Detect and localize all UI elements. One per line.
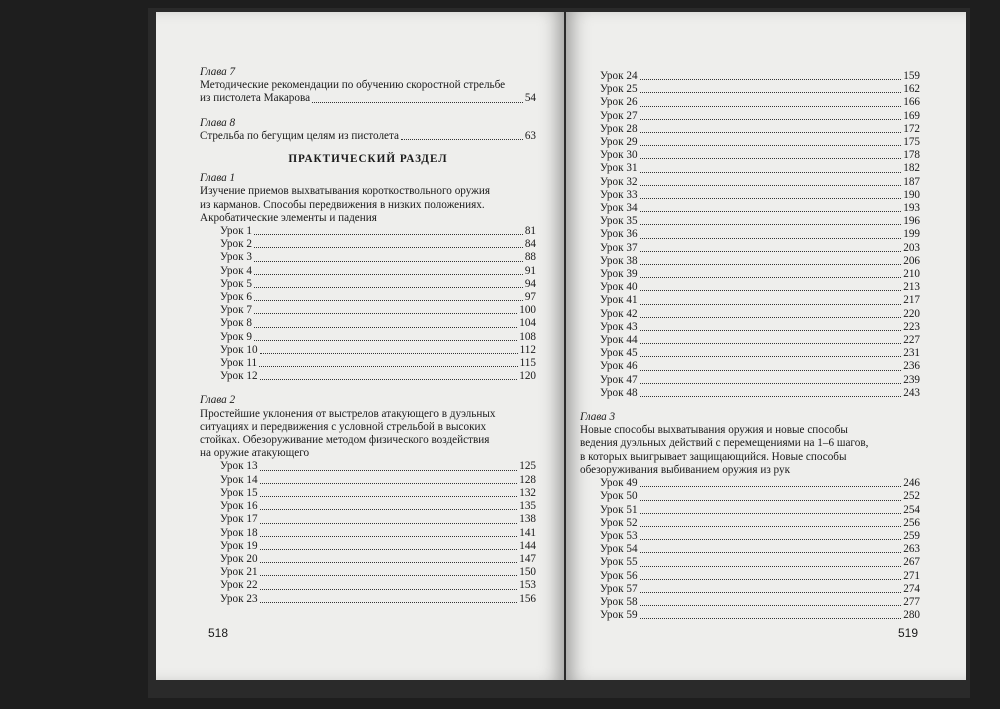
dot-leader: [640, 290, 902, 291]
lesson-entry: [200, 540, 536, 553]
lesson-page: 246: [903, 477, 920, 490]
lesson-entry: [580, 609, 920, 622]
lesson-page: 206: [903, 254, 920, 267]
lesson-page: 125: [519, 460, 536, 473]
dot-leader: [640, 317, 902, 318]
lesson-label: Урок 59: [600, 609, 638, 622]
lesson-entry: [580, 490, 920, 503]
lesson-label: Урок 36: [600, 228, 638, 241]
lesson-label: Урок 32: [600, 175, 638, 188]
lesson-label: Урок 46: [600, 360, 638, 373]
dot-leader: [640, 304, 902, 305]
title-line: стойках. Обезоруживание методом физического воздействия: [200, 434, 490, 447]
lesson-entry: [580, 176, 920, 189]
lesson-page: 199: [903, 228, 920, 241]
lesson-page: 175: [903, 136, 920, 149]
lesson-label: Урок 26: [600, 96, 638, 109]
dot-leader: [640, 238, 902, 239]
chapter-7-label: Глава 7: [200, 66, 236, 78]
lesson-entry: [200, 357, 536, 370]
chapter-3-title: [580, 424, 920, 477]
lesson-entry: [200, 238, 536, 251]
lesson-entry: [580, 242, 920, 255]
chapter-2-title: [200, 408, 536, 461]
chapter-1-title: [200, 185, 536, 225]
chapter-7-title-line-2: из пистолета Макарова: [200, 92, 311, 105]
lesson-page: 81: [524, 225, 536, 238]
lesson-page: 274: [903, 582, 920, 595]
dot-leader: [640, 224, 902, 225]
lesson-entry: [580, 96, 920, 109]
lesson-entry: [580, 347, 920, 360]
lesson-label: Урок 40: [600, 281, 638, 294]
lesson-label: Урок 48: [600, 386, 638, 399]
lesson-label: Урок 33: [600, 188, 638, 201]
lesson-entry: [580, 255, 920, 268]
dot-leader: [640, 513, 902, 514]
lesson-label: Урок 51: [600, 503, 638, 516]
lesson-entry: [580, 215, 920, 228]
lesson-page: 91: [524, 264, 536, 277]
dot-leader: [260, 602, 518, 603]
lesson-page: 220: [903, 307, 920, 320]
lesson-page: 217: [903, 294, 920, 307]
lesson-entry: [200, 317, 536, 330]
lesson-entry: [580, 294, 920, 307]
lesson-entry: [580, 570, 920, 583]
lesson-page: 252: [903, 490, 920, 503]
lesson-entry: [200, 304, 536, 317]
chapter-8-label: Глава 8: [200, 116, 236, 129]
lesson-page: 203: [903, 241, 920, 254]
dot-leader: [640, 79, 902, 80]
dot-leader: [640, 500, 902, 501]
title-line: на оружие атакующего: [200, 447, 310, 460]
dot-leader: [640, 526, 902, 527]
lesson-label: Урок 3: [220, 251, 252, 264]
dot-leader: [260, 562, 518, 563]
lesson-entry: [580, 83, 920, 96]
lesson-page: 213: [903, 281, 920, 294]
lesson-label: Урок 19: [220, 539, 258, 552]
lesson-label: Урок 54: [600, 543, 638, 556]
dot-leader: [640, 356, 902, 357]
lesson-label: Урок 47: [600, 373, 638, 386]
lesson-page: 162: [903, 83, 920, 96]
title-line: из карманов. Способы передвижения в низких положениях.: [200, 198, 485, 211]
lesson-entry: [580, 70, 920, 83]
lesson-entry: [580, 556, 920, 569]
lesson-entry: [580, 136, 920, 149]
lesson-label: Урок 9: [220, 330, 252, 343]
dot-leader: [640, 618, 902, 619]
dot-leader: [312, 102, 523, 103]
lesson-entry: [580, 321, 920, 334]
lesson-entry: [580, 162, 920, 175]
lesson-label: Урок 25: [600, 83, 638, 96]
chapter-7-page: 54: [524, 92, 536, 105]
dot-leader: [254, 300, 523, 301]
lesson-label: Урок 37: [600, 241, 638, 254]
dot-leader: [640, 119, 902, 120]
lesson-entry: [580, 583, 920, 596]
dot-leader: [640, 277, 902, 278]
lesson-entry: [200, 331, 536, 344]
lesson-entry: [580, 268, 920, 281]
lesson-page: 97: [524, 291, 536, 304]
lesson-entry: [580, 360, 920, 373]
lesson-label: Урок 12: [220, 370, 258, 383]
dot-leader: [254, 234, 523, 235]
lesson-entry: [580, 374, 920, 387]
dot-leader: [254, 287, 523, 288]
dot-leader: [640, 396, 902, 397]
lesson-label: Урок 53: [600, 529, 638, 542]
lesson-entry: [200, 527, 536, 540]
lesson-label: Урок 44: [600, 334, 638, 347]
lesson-page: 115: [519, 357, 536, 370]
right-toc: [580, 70, 920, 622]
dot-leader: [260, 523, 518, 524]
lesson-entry: [200, 500, 536, 513]
lesson-page: 239: [903, 373, 920, 386]
chapter-1-lessons: [200, 225, 536, 383]
lesson-page: 223: [903, 320, 920, 333]
title-line: в которых выигрывает защищающийся. Новые способы: [580, 450, 847, 463]
section-title: ПРАКТИЧЕСКИЙ РАЗДЕЛ: [288, 153, 448, 166]
title-line: ситуациях и передвижения с условной стрельбой в высоких: [200, 420, 487, 433]
page-number-left: 518: [208, 626, 229, 640]
lesson-label: Урок 58: [600, 595, 638, 608]
lesson-entry: [200, 566, 536, 579]
lesson-page: 227: [903, 334, 920, 347]
lesson-label: Урок 21: [220, 566, 258, 579]
chapter-1-label: Глава 1: [200, 172, 236, 185]
lesson-label: Урок 1: [220, 225, 252, 238]
dot-leader: [401, 139, 523, 140]
lesson-entry: [580, 477, 920, 490]
lesson-entry: [580, 202, 920, 215]
dot-leader: [640, 172, 902, 173]
dot-leader: [640, 539, 902, 540]
lesson-entry: [200, 225, 536, 238]
lesson-entry: [200, 291, 536, 304]
dot-leader: [640, 552, 902, 553]
dot-leader: [640, 330, 902, 331]
lesson-entry: [580, 308, 920, 321]
lesson-label: Урок 30: [600, 149, 638, 162]
lesson-label: Урок 16: [220, 500, 258, 513]
lesson-page: 271: [903, 569, 920, 582]
dot-leader: [640, 486, 902, 487]
chapter-8-entry: [200, 130, 536, 143]
lesson-page: 112: [519, 343, 536, 356]
lesson-entry: [200, 460, 536, 473]
lesson-entry: [200, 553, 536, 566]
lesson-label: Урок 14: [220, 473, 258, 486]
lesson-page: 156: [519, 592, 536, 605]
dot-leader: [260, 509, 518, 510]
lesson-page: 108: [519, 330, 536, 343]
lesson-page: 132: [519, 486, 536, 499]
dot-leader: [254, 274, 523, 275]
lesson-page: 263: [903, 543, 920, 556]
lesson-page: 277: [903, 595, 920, 608]
dot-leader: [260, 589, 518, 590]
lesson-entry: [200, 344, 536, 357]
left-toc: [200, 66, 536, 606]
dot-leader: [260, 353, 518, 354]
lesson-entry: [580, 387, 920, 400]
lesson-label: Урок 18: [220, 526, 258, 539]
lesson-page: 159: [903, 70, 920, 82]
lesson-entry: [580, 596, 920, 609]
lesson-page: 169: [903, 109, 920, 122]
lesson-page: 210: [903, 268, 920, 281]
lesson-label: Урок 52: [600, 516, 638, 529]
dot-leader: [640, 343, 902, 344]
title-line: Изучение приемов выхватывания короткоствольного оружия: [200, 185, 491, 198]
lesson-label: Урок 8: [220, 317, 252, 330]
dot-leader: [260, 575, 518, 576]
lesson-page: 236: [903, 360, 920, 373]
lesson-page: 144: [519, 539, 536, 552]
chapter-2-lessons: [200, 460, 536, 605]
lesson-entry: [580, 110, 920, 123]
dot-leader: [640, 145, 902, 146]
chapter-8-page: 63: [524, 129, 536, 142]
lesson-entry: [580, 517, 920, 530]
lesson-page: 88: [524, 251, 536, 264]
dot-leader: [254, 261, 523, 262]
lesson-label: Урок 24: [600, 70, 638, 82]
dot-leader: [640, 92, 902, 93]
lesson-entry: [580, 123, 920, 136]
lesson-entry: [580, 530, 920, 543]
chapter-7-entry: [200, 92, 536, 105]
lesson-page: 138: [519, 513, 536, 526]
lesson-page: 267: [903, 556, 920, 569]
dot-leader: [254, 340, 517, 341]
dot-leader: [640, 592, 902, 593]
dot-leader: [640, 132, 902, 133]
lesson-page: 147: [519, 552, 536, 565]
chapter-2-label: Глава 2: [200, 394, 236, 407]
lesson-page: 150: [519, 566, 536, 579]
dot-leader: [640, 158, 902, 159]
chapter-8-title: Стрельба по бегущим целям из пистолета: [200, 129, 400, 142]
dot-leader: [640, 198, 902, 199]
lesson-label: Урок 45: [600, 347, 638, 360]
lesson-label: Урок 31: [600, 162, 638, 175]
lesson-label: Урок 56: [600, 569, 638, 582]
lesson-entry: [580, 543, 920, 556]
lesson-label: Урок 11: [220, 357, 258, 370]
lesson-label: Урок 22: [220, 579, 258, 592]
lesson-page: 187: [903, 175, 920, 188]
lesson-page: 141: [519, 526, 536, 539]
lesson-label: Урок 39: [600, 268, 638, 281]
lesson-entry: [200, 579, 536, 592]
dot-leader: [640, 185, 902, 186]
dot-leader: [640, 566, 902, 567]
title-line: ведения дуэльных действий с перемещениями на 1–6 шагов,: [580, 437, 869, 450]
dot-leader: [260, 496, 518, 497]
lesson-page: 128: [519, 473, 536, 486]
lesson-label: Урок 23: [220, 592, 258, 605]
dot-leader: [640, 605, 902, 606]
lesson-label: Урок 13: [220, 460, 258, 473]
lesson-page: 100: [519, 304, 536, 317]
lesson-entry: [200, 593, 536, 606]
lesson-page: 153: [519, 579, 536, 592]
dot-leader: [260, 549, 518, 550]
chapter-7-title-line-1: Методические рекомендации по обучению скоростной стрельбе: [200, 79, 506, 92]
lesson-page: 84: [524, 238, 536, 251]
lesson-label: Урок 4: [220, 264, 252, 277]
lesson-label: Урок 49: [600, 477, 638, 490]
lesson-entry: [200, 487, 536, 500]
lesson-label: Урок 57: [600, 582, 638, 595]
lesson-entry: [200, 474, 536, 487]
lesson-label: Урок 28: [600, 122, 638, 135]
lesson-page: 231: [903, 347, 920, 360]
lesson-entry: [200, 370, 536, 383]
lesson-label: Урок 2: [220, 238, 252, 251]
dot-leader: [260, 483, 518, 484]
page-number-right: 519: [897, 626, 918, 640]
title-line: Новые способы выхватывания оружия и новые способы: [580, 424, 848, 437]
lesson-entry: [580, 189, 920, 202]
dot-leader: [640, 579, 902, 580]
lesson-entry: [580, 281, 920, 294]
lesson-entry: [200, 278, 536, 291]
dot-leader: [260, 379, 518, 380]
right-page: [566, 12, 966, 680]
title-line: Акробатические элементы и падения: [200, 211, 377, 224]
lesson-page: 166: [903, 96, 920, 109]
lesson-label: Урок 29: [600, 136, 638, 149]
lesson-entry: [200, 513, 536, 526]
lesson-entry: [200, 265, 536, 278]
lesson-entry: [580, 334, 920, 347]
lesson-label: Урок 42: [600, 307, 638, 320]
dot-leader: [640, 251, 902, 252]
dot-leader: [254, 247, 523, 248]
dot-leader: [640, 264, 902, 265]
lesson-label: Урок 15: [220, 486, 258, 499]
chapter-3-label: Глава 3: [580, 411, 616, 424]
lesson-label: Урок 10: [220, 343, 258, 356]
lesson-label: Урок 41: [600, 294, 638, 307]
lesson-page: 243: [903, 386, 920, 399]
lessons-continued: [580, 70, 920, 400]
lesson-page: 193: [903, 202, 920, 215]
dot-leader: [259, 366, 517, 367]
lesson-label: Урок 5: [220, 277, 252, 290]
lesson-entry: [580, 149, 920, 162]
lesson-label: Урок 7: [220, 304, 252, 317]
title-line: Простейшие уклонения от выстрелов атакующего в дуэльных: [200, 407, 496, 420]
lesson-label: Урок 27: [600, 109, 638, 122]
dot-leader: [640, 370, 902, 371]
lesson-entry: [580, 504, 920, 517]
lesson-label: Урок 20: [220, 552, 258, 565]
lesson-label: Урок 43: [600, 320, 638, 333]
title-line: обезоруживания выбиванием оружия из рук: [580, 463, 791, 476]
lesson-page: 190: [903, 188, 920, 201]
lesson-page: 178: [903, 149, 920, 162]
left-page: [156, 12, 564, 680]
lesson-page: 135: [519, 500, 536, 513]
lesson-entry: [200, 251, 536, 264]
lesson-label: Урок 17: [220, 513, 258, 526]
lesson-page: 94: [524, 277, 536, 290]
dot-leader: [640, 383, 902, 384]
dot-leader: [640, 211, 902, 212]
lesson-label: Урок 50: [600, 490, 638, 503]
chapter-3-lessons: [580, 477, 920, 622]
lesson-page: 256: [903, 516, 920, 529]
dot-leader: [260, 536, 518, 537]
lesson-page: 196: [903, 215, 920, 228]
dot-leader: [260, 470, 518, 471]
lesson-label: Урок 6: [220, 291, 252, 304]
lesson-page: 280: [903, 609, 920, 622]
lesson-page: 182: [903, 162, 920, 175]
lesson-page: 254: [903, 503, 920, 516]
lesson-label: Урок 38: [600, 254, 638, 267]
lesson-page: 120: [519, 370, 536, 383]
lesson-entry: [580, 228, 920, 241]
dot-leader: [640, 106, 902, 107]
lesson-label: Урок 34: [600, 202, 638, 215]
lesson-page: 172: [903, 122, 920, 135]
dot-leader: [254, 327, 517, 328]
lesson-page: 259: [903, 529, 920, 542]
lesson-page: 104: [519, 317, 536, 330]
dot-leader: [254, 313, 517, 314]
lesson-label: Урок 55: [600, 556, 638, 569]
lesson-label: Урок 35: [600, 215, 638, 228]
